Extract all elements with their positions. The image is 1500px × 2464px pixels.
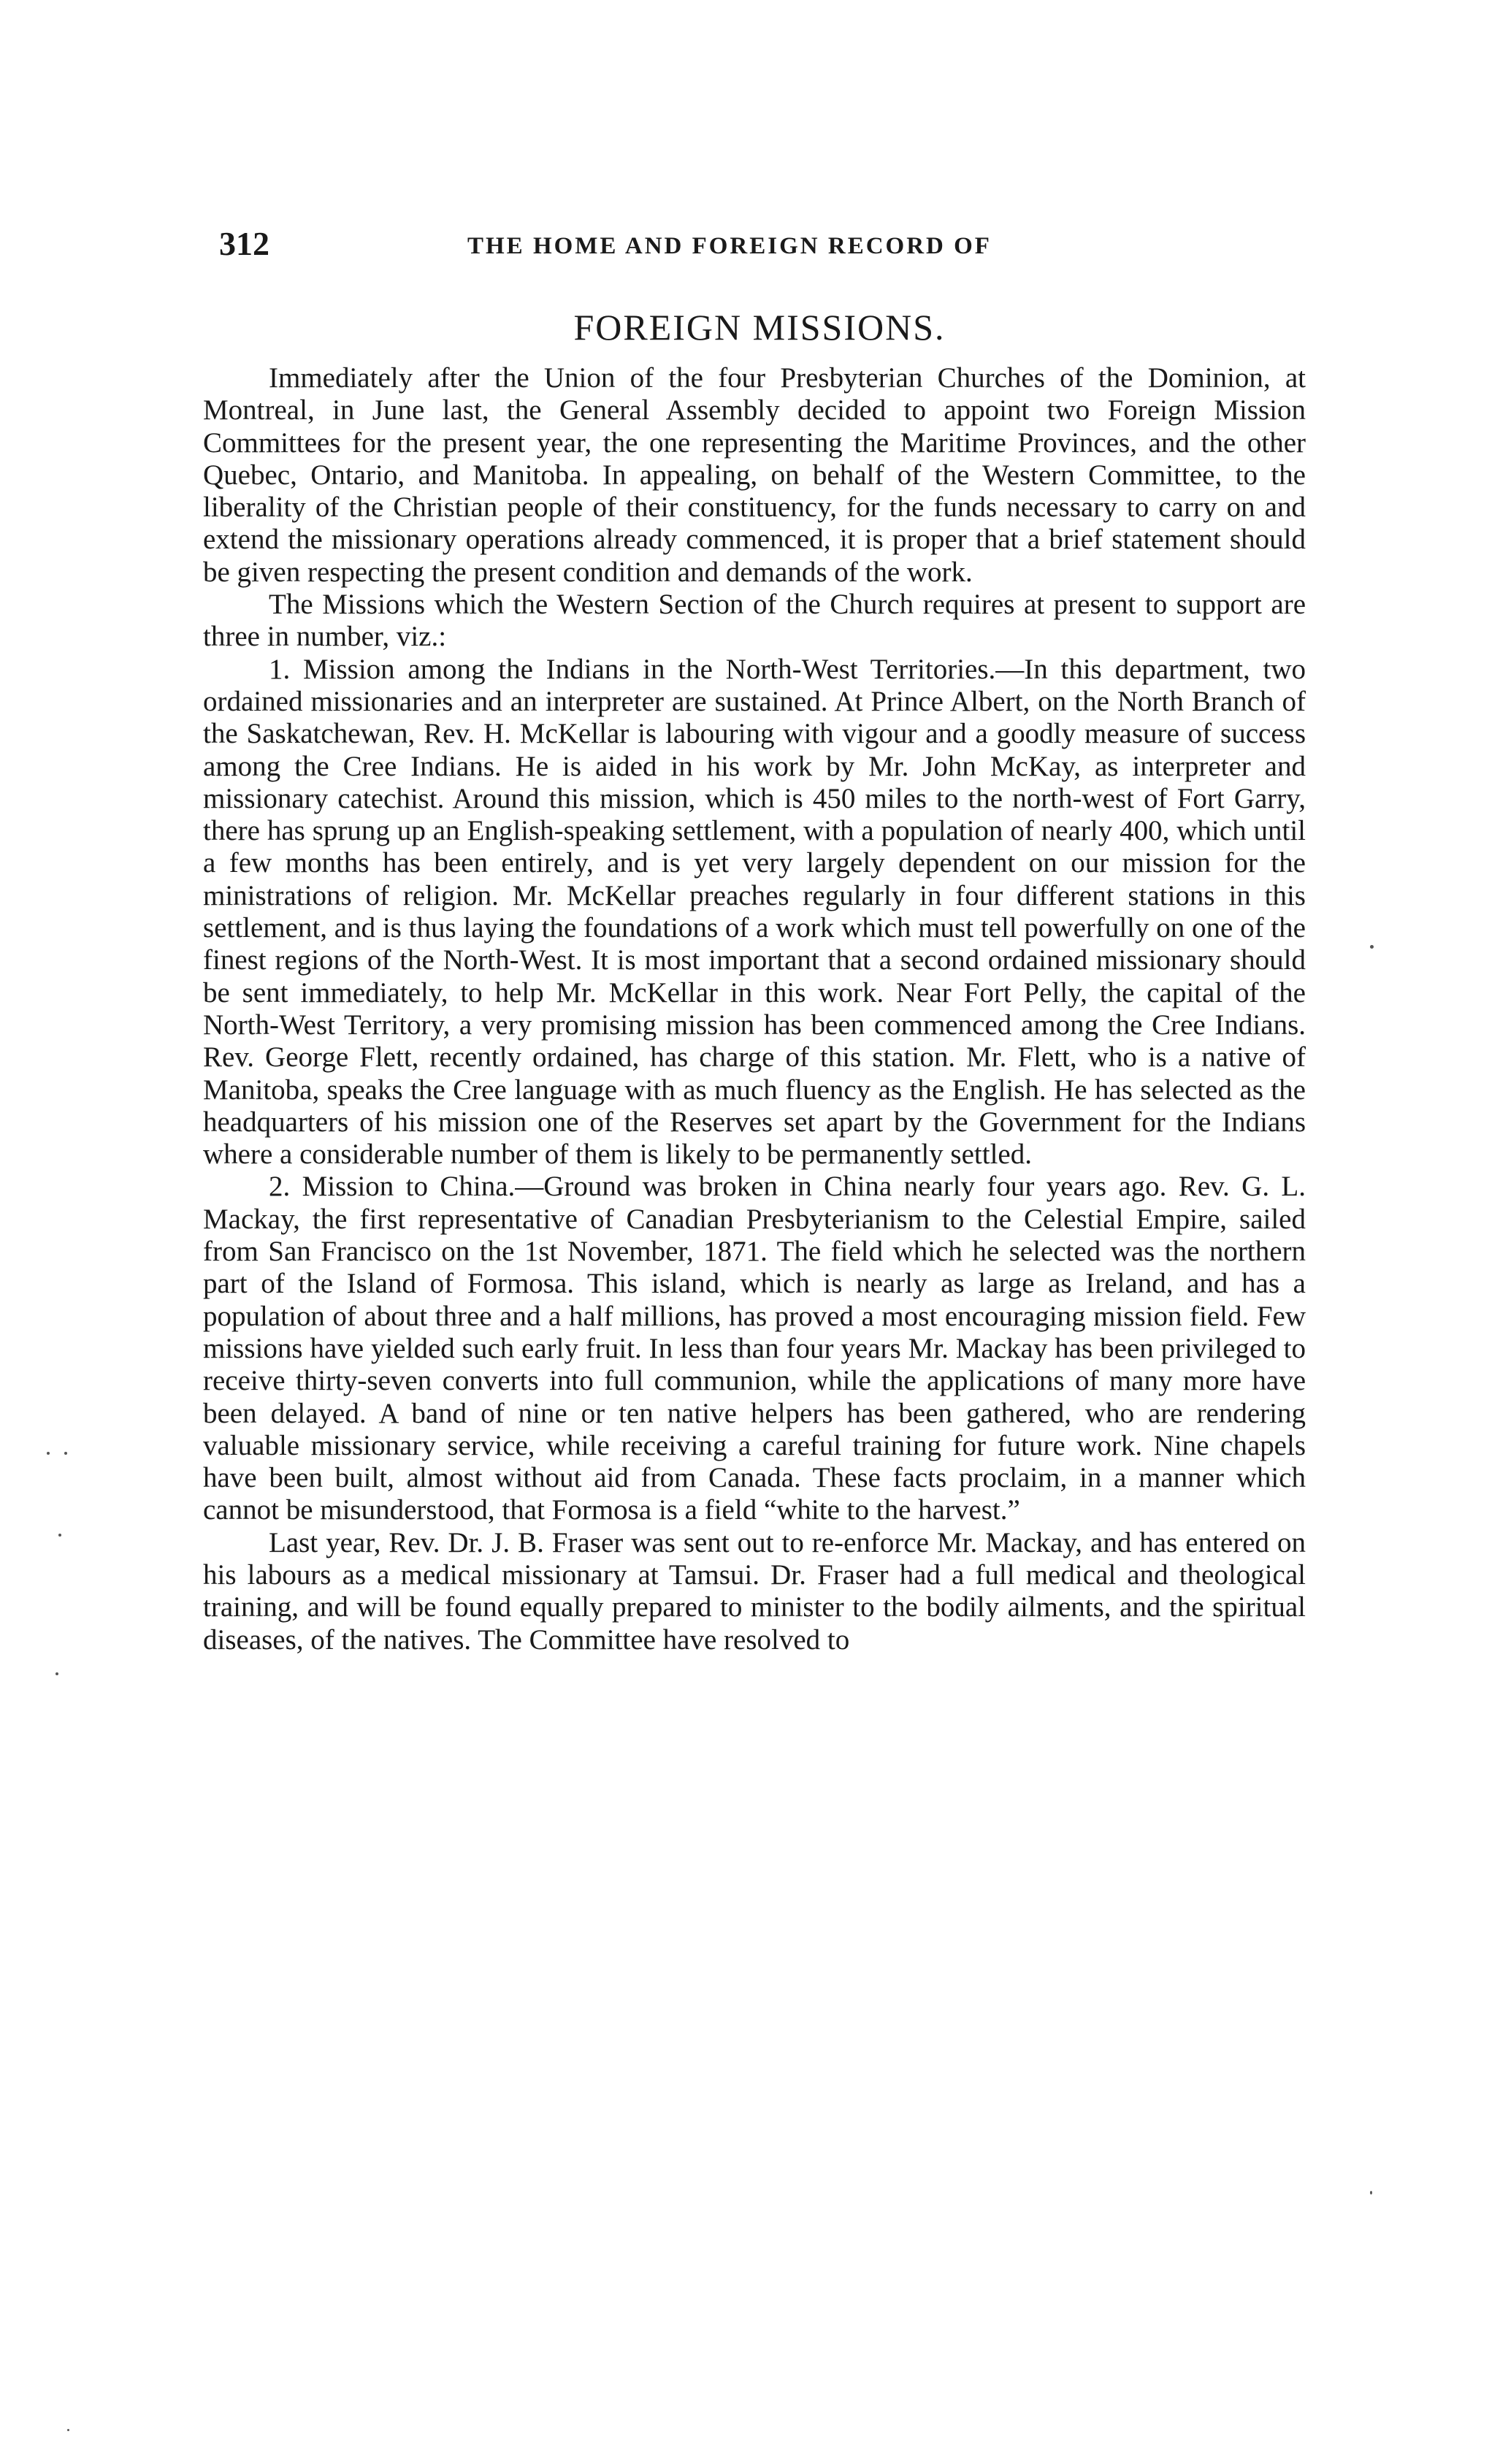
body-text bbox=[203, 362, 1306, 1656]
paragraph-missions-overview: The Missions which the Western Section of the Church requires at present to support are three in number, viz.: bbox=[203, 589, 1306, 653]
paragraph-union-intro: Immediately after the Union of the four Presbyterian Churches of the Dominion, at Montreal, in June last, the General Assembly decided to appoint two Foreign Mission Committees for the present year, the one representing the Maritime Provinces, and the other Quebec, Ontario, and Manitoba. In appealing, on behalf of the Western Committee, to the liberality of the Christian people of their constituency, for the funds necessary to carry on and extend the missionary operations already commenced, it is proper that a brief statement should be given respecting the present condition and demands of the work. bbox=[203, 362, 1306, 588]
margin-speck bbox=[47, 1452, 50, 1455]
running-title: THE HOME AND FOREIGN RECORD OF bbox=[467, 233, 992, 259]
paragraph-fraser: Last year, Rev. Dr. J. B. Fraser was sent out to re-enforce Mr. Mackay, and has entered on his labours as a medical missionary at Tamsui. Dr. Fraser had a full medical and theological training, and will be found equally prepared to minister to the bodily ailments, and the spiritual diseases, of the natives. The Committee have resolved to bbox=[203, 1526, 1306, 1656]
margin-speck bbox=[1370, 945, 1374, 949]
section-title: FOREIGN MISSIONS. bbox=[573, 307, 946, 348]
margin-speck bbox=[58, 1534, 61, 1537]
margin-speck bbox=[1370, 2191, 1372, 2195]
running-header bbox=[219, 222, 1300, 266]
margin-speck bbox=[67, 2429, 69, 2431]
margin-speck bbox=[56, 1672, 58, 1675]
paragraph-china-mission: 2. Mission to China.—Ground was broken in China nearly four years ago. Rev. G. L. Mackay, the first representative of Canadian Presbyterianism to the Celestial Empire, sailed from San Francisco on the 1st November, 1871. The field which he selected was the northern part of the Island of Formosa. This island, which is nearly as large as Ireland, and has a population of about three and a half millions, has proved a most encouraging mission field. Few missions have yielded such early fruit. In less than four years Mr. Mackay has been privileged to receive thirty-seven converts into full communion, while the applications of many more have been delayed. A band of nine or ten native helpers has been gathered, who are rendering valuable missionary service, while receiving a careful training for future work. Nine chapels have been built, almost without aid from Canada. These facts proclaim, in a manner which cannot be misunderstood, that Formosa is a field “white to the harvest.” bbox=[203, 1171, 1306, 1526]
paragraph-indian-mission: 1. Mission among the Indians in the North-West Territories.—In this department, two ordained missionaries and an interpreter are sustained. At Prince Albert, on the North Branch of the Saskatchewan, Rev. H. McKellar is labouring with vigour and a goodly measure of success among the Cree Indians. He is aided in his work by Mr. John McKay, as interpreter and missionary catechist. Around this mission, which is 450 miles to the north-west of Fort Garry, there has sprung up an English-speaking settlement, with a population of nearly 400, which until a few months has been entirely, and is yet very largely dependent on our mission for the ministrations of religion. Mr. McKellar preaches regularly in four different stations in this settlement, and is thus laying the foundations of a work which must tell powerfully on one of the finest regions of the North-West. It is most important that a second ordained missionary should be sent immediately, to help Mr. McKellar in this work. Near Fort Pelly, the capital of the North-West Territory, a very promising mission has been commenced among the Cree Indians. Rev. George Flett, recently ordained, has charge of this station. Mr. Flett, who is a native of Manitoba, speaks the Cree language with as much fluency as the English. He has selected as the headquarters of his mission one of the Reserves set apart by the Government for the Indians where a considerable number of them is likely to be permanently settled. bbox=[203, 653, 1306, 1171]
page-number: 312 bbox=[219, 225, 269, 262]
margin-speck bbox=[64, 1452, 67, 1455]
